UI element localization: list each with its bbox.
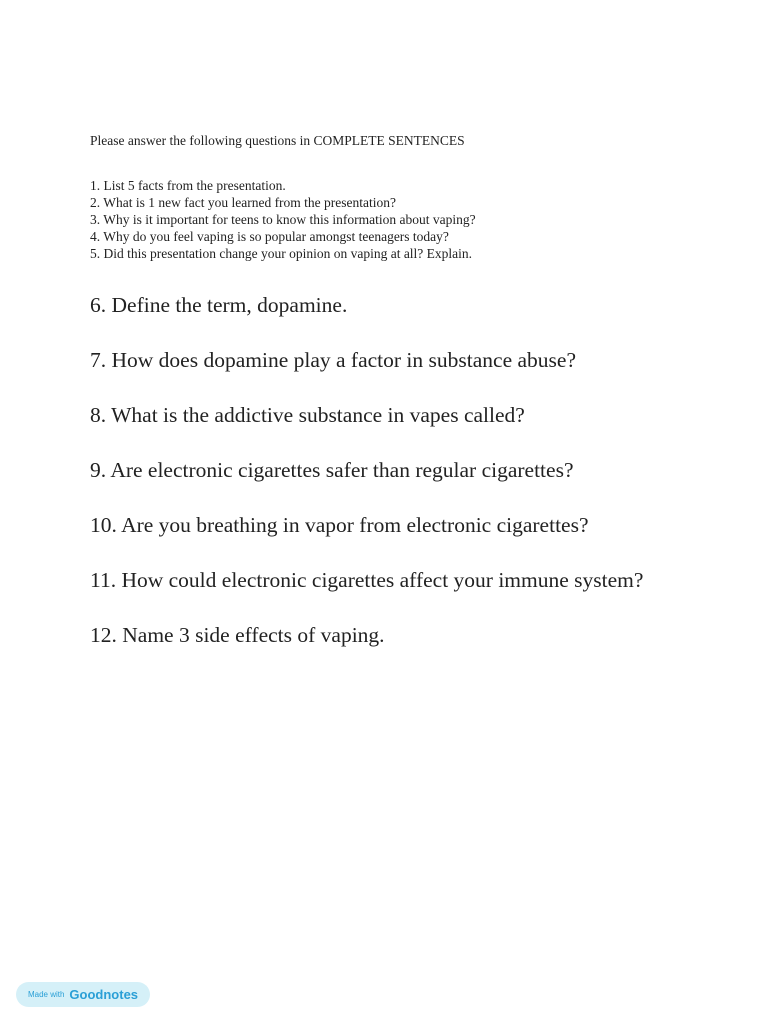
question-item: 11. How could electronic cigarettes affect your immune system?	[90, 568, 644, 592]
made-with-goodnotes-badge[interactable]	[16, 982, 150, 1007]
goodnotes-logo-text: Goodnotes	[69, 987, 139, 1002]
question-item: 12. Name 3 side effects of vaping.	[90, 623, 385, 647]
question-item: 1. List 5 facts from the presentation.	[90, 178, 286, 193]
question-item: 8. What is the addictive substance in vapes called?	[90, 403, 525, 427]
question-item: 3. Why is it important for teens to know this information about vaping?	[90, 212, 476, 227]
question-item: 10. Are you breathing in vapor from electronic cigarettes?	[90, 513, 589, 537]
long-question-list	[90, 290, 643, 675]
question-item: 2. What is 1 new fact you learned from the presentation?	[90, 195, 397, 210]
question-item: 9. Are electronic cigarettes safer than regular cigarettes?	[90, 458, 574, 482]
short-question-list	[90, 177, 476, 262]
question-item: 4. Why do you feel vaping is so popular amongst teenagers today?	[90, 229, 449, 244]
question-item: 7. How does dopamine play a factor in substance abuse?	[90, 348, 576, 372]
question-item: 6. Define the term, dopamine.	[90, 293, 348, 317]
instructions-text: Please answer the following questions in COMPLETE SENTENCES	[90, 133, 465, 148]
question-item: 5. Did this presentation change your opinion on vaping at all? Explain.	[90, 246, 473, 261]
badge-prefix: Made with	[27, 990, 65, 999]
